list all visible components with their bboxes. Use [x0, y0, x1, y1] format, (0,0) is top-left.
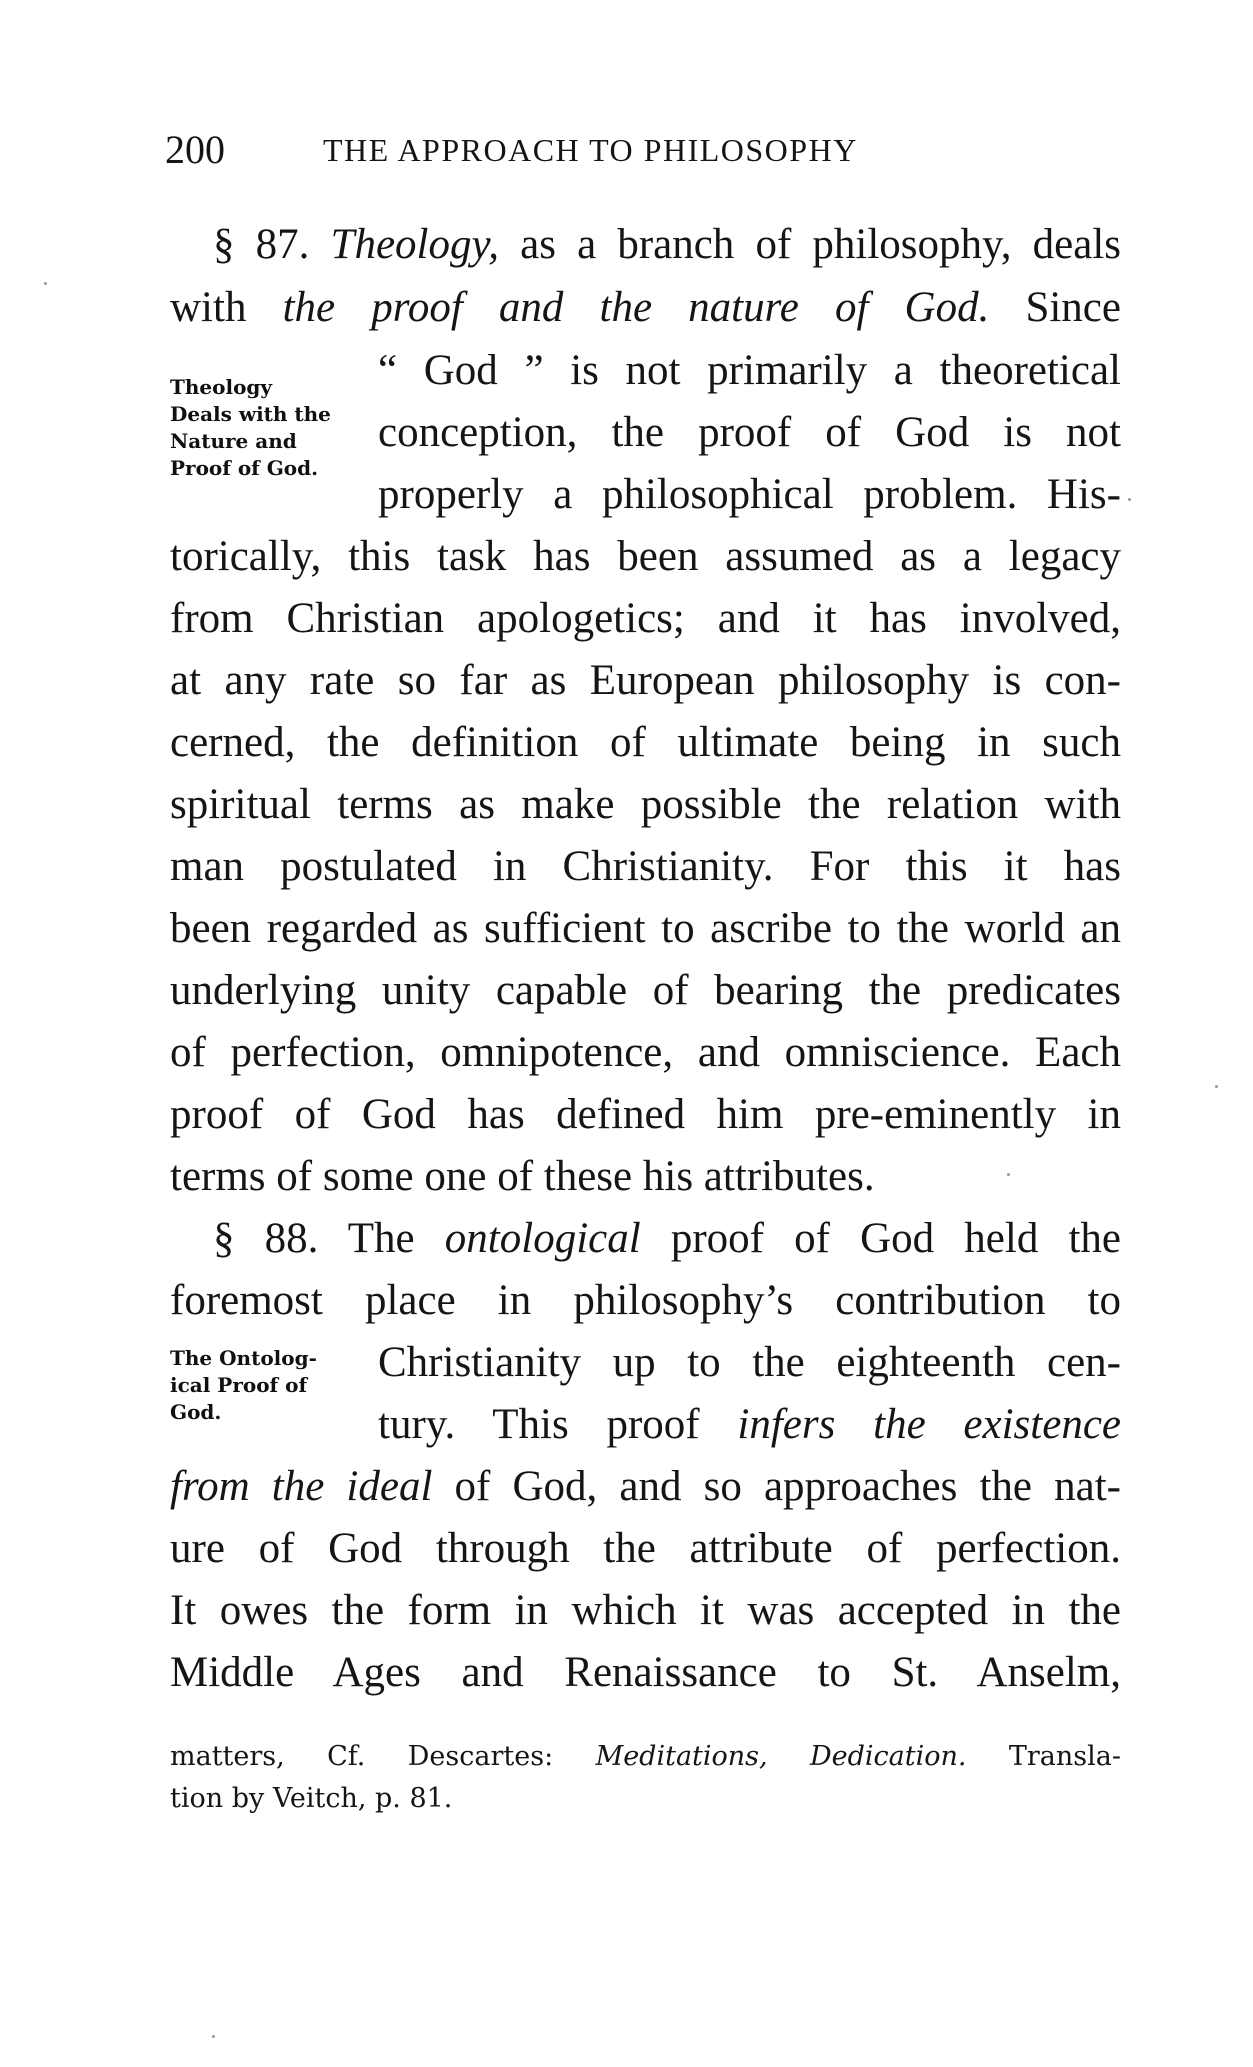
paragraph-88-line-8: Middle Ages and Renaissance to St. Anselm,	[170, 1649, 1121, 1696]
paragraph-87-line-1	[213, 214, 1121, 276]
running-title: THE APPROACH TO PHILOSOPHY	[323, 132, 858, 168]
paragraph-88-line-1	[213, 1208, 1121, 1270]
italic-phrase: from the ideal	[170, 1463, 433, 1510]
paragraph-88-line-4	[378, 1394, 1121, 1456]
text-run: tury. This proof	[378, 1401, 738, 1448]
text-run: of God, and so approaches the nat-	[432, 1463, 1121, 1510]
sidenote-line: God.	[170, 1400, 222, 1424]
text-run: Since	[989, 284, 1121, 331]
paragraph-87-line-14: of perfection, omnipotence, and omniscience. Each	[170, 1029, 1121, 1076]
italic-phrase: infers the existence	[737, 1401, 1121, 1448]
italic-term: ontological	[444, 1215, 641, 1262]
sidenote-line: The Ontolog-	[170, 1346, 317, 1370]
paragraph-88-line-5	[170, 1456, 1121, 1518]
paragraph-87-line-2	[170, 277, 1121, 339]
paragraph-88-line-7: It owes the form in which it was accepted in the	[170, 1587, 1121, 1634]
paragraph-87-line-12: been regarded as sufficient to ascribe to the world an	[170, 905, 1121, 952]
paper-speck	[1128, 498, 1131, 501]
italic-term: Theology,	[330, 221, 499, 268]
paragraph-87-line-8: at any rate so far as European philosophy is con-	[170, 657, 1121, 704]
paragraph-87-line-16: terms of some one of these his attributes.	[170, 1153, 875, 1200]
paper-speck	[1007, 1173, 1010, 1176]
sidenote-line: ical Proof of	[170, 1373, 308, 1397]
text-run: as a branch of philosophy, deals	[498, 221, 1121, 268]
paragraph-88-line-3: Christianity up to the eighteenth cen-	[378, 1339, 1121, 1386]
section-number: § 87.	[213, 221, 331, 268]
text-run: Transla-	[966, 1741, 1122, 1772]
paragraph-87-line-6: torically, this task has been assumed as a legacy	[170, 533, 1121, 580]
page-header	[165, 126, 1125, 174]
paragraph-87-line-3: “ God ” is not primarily a theoretical	[378, 347, 1121, 394]
sidenote-line: Theology	[170, 375, 273, 399]
paragraph-88-line-6: ure of God through the attribute of perfection.	[170, 1525, 1121, 1572]
sidenote-line: Proof of God.	[170, 456, 319, 480]
text-run: matters, Cf. Descartes:	[170, 1741, 596, 1772]
paragraph-87-line-5: properly a philosophical problem. His-	[378, 471, 1121, 518]
sidenote-line: Deals with the	[170, 402, 331, 426]
paper-speck	[212, 2035, 215, 2038]
section-number: § 88. The	[213, 1215, 445, 1262]
sidenote-line: Nature and	[170, 429, 297, 453]
paragraph-87-line-13: underlying unity capable of bearing the predicates	[170, 967, 1121, 1014]
paragraph-87-line-11: man postulated in Christianity. For this it has	[170, 843, 1121, 890]
text-run: proof of God held the	[640, 1215, 1121, 1262]
italic-phrase: the proof and the nature of God.	[282, 284, 990, 331]
sidenote-ontological	[170, 1345, 375, 1426]
paragraph-87-line-9: cerned, the definition of ultimate being in such	[170, 719, 1121, 766]
paper-speck	[1215, 1085, 1218, 1088]
paragraph-88-line-2: foremost place in philosophy’s contribution to	[170, 1277, 1121, 1324]
footnote-line-1	[170, 1736, 1121, 1778]
paragraph-87-line-15: proof of God has defined him pre-eminently in	[170, 1091, 1121, 1138]
italic-title: Meditations, Dedication.	[595, 1741, 967, 1772]
paragraph-87-line-4: conception, the proof of God is not	[378, 409, 1121, 456]
paragraph-87-line-7: from Christian apologetics; and it has involved,	[170, 595, 1121, 642]
page-number: 200	[165, 127, 225, 172]
sidenote-theology	[170, 374, 375, 482]
paragraph-87-line-10: spiritual terms as make possible the relation with	[170, 781, 1121, 828]
paper-speck	[44, 282, 47, 285]
text-run: with	[170, 284, 283, 331]
footnote-line-2: tion by Veitch, p. 81.	[170, 1783, 453, 1814]
